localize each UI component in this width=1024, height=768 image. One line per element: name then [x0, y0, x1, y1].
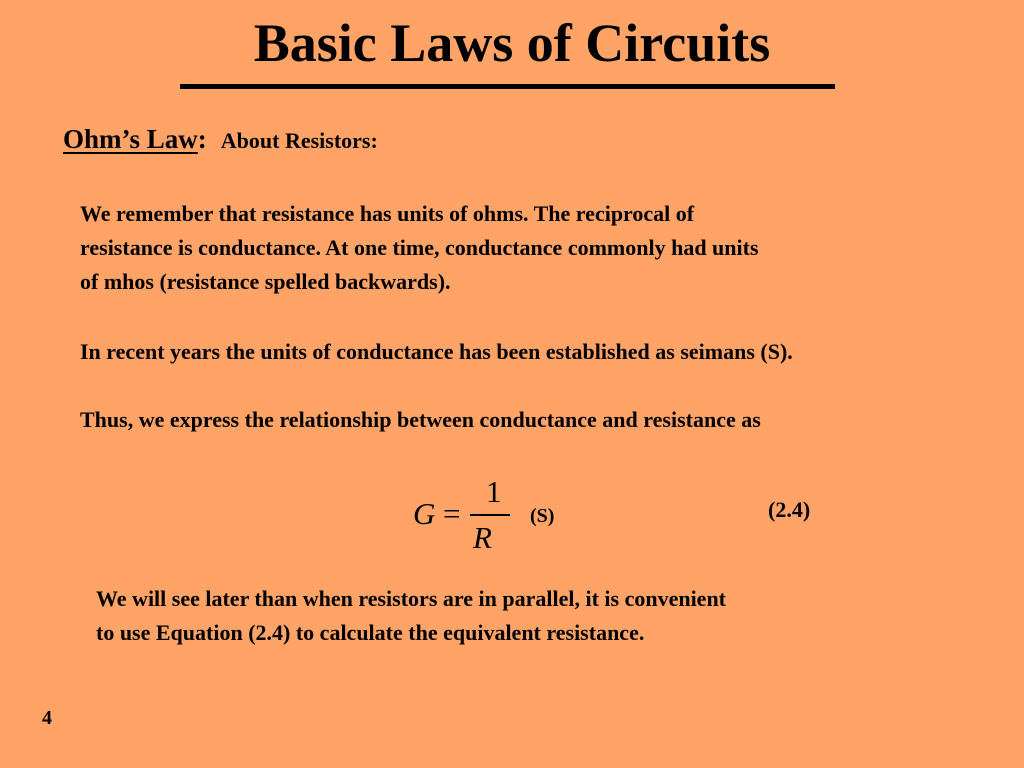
slide-title: Basic Laws of Circuits — [253, 13, 771, 73]
paragraph-line: Thus, we express the relationship between conductance and resistance as — [80, 407, 761, 432]
conductance-equation — [413, 474, 513, 560]
paragraph-line: We remember that resistance has units of ohms. The reciprocal of — [80, 201, 695, 226]
equation-number: (2.4) — [768, 497, 811, 522]
section-colon: : — [197, 124, 207, 154]
equation-lhs: G — [413, 496, 436, 531]
paragraph-line: of mhos (resistance spelled backwards). — [80, 269, 451, 294]
paragraph-siemens — [80, 335, 793, 369]
equation-equals-sign: = — [443, 496, 461, 531]
equation-denominator: R — [473, 520, 492, 555]
paragraph-ohms-units — [80, 197, 759, 299]
paragraph-line: We will see later than when resistors are in parallel, it is convenient — [96, 586, 727, 611]
equation-unit: (S) — [530, 505, 555, 527]
section-heading — [63, 124, 378, 155]
section-name: Ohm’s Law — [63, 124, 198, 154]
fraction-bar — [470, 514, 510, 516]
paragraph-line: to use Equation (2.4) to calculate the equivalent resistance. — [96, 620, 645, 645]
page-number: 4 — [42, 707, 52, 729]
paragraph-relationship — [80, 403, 761, 437]
title-underline — [180, 84, 835, 89]
paragraph-line: In recent years the units of conductance has been established as seimans (S). — [80, 339, 793, 364]
equation-numerator: 1 — [486, 474, 502, 509]
paragraph-parallel — [96, 582, 726, 650]
paragraph-line: resistance is conductance. At one time, conductance commonly had units — [80, 235, 759, 260]
section-subtitle: About Resistors: — [220, 128, 378, 153]
